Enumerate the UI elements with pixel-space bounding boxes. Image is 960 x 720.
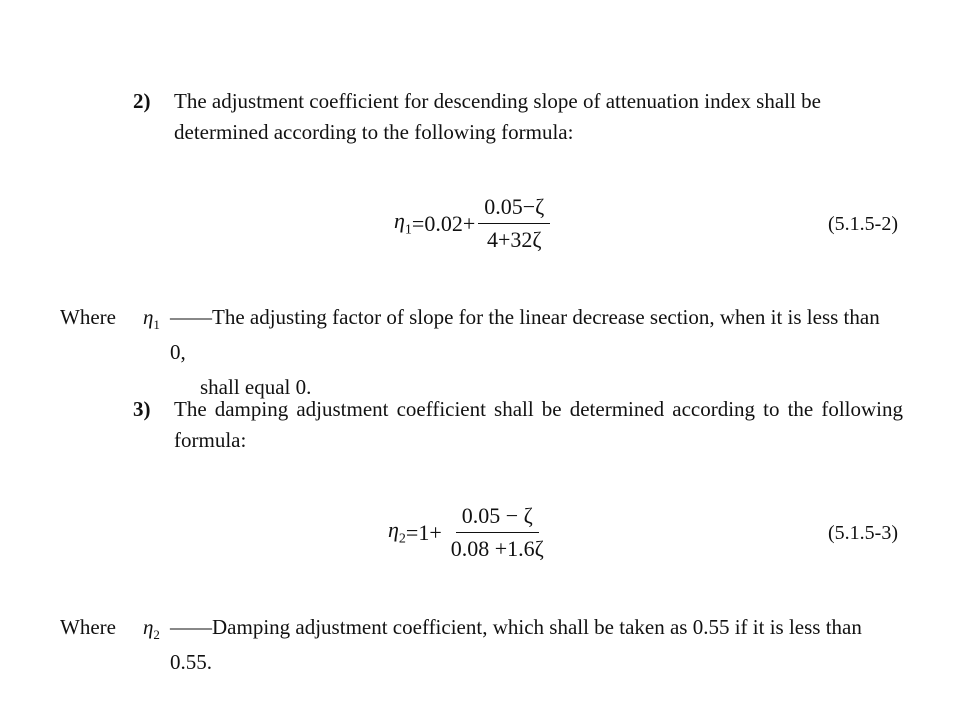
where-clause-1 — [60, 300, 900, 405]
where-1-text: ——The adjusting factor of slope for the linear decrease section, when it is less than 0, — [170, 305, 880, 364]
item-3-paragraph — [133, 394, 903, 456]
item-2-number: 2) — [133, 89, 151, 113]
formula-2-denominator: 0.08 +1.6ζ — [450, 536, 544, 561]
where-1-subscript: 1 — [153, 317, 160, 333]
where-clause-2 — [60, 610, 900, 680]
formula-2-fraction — [445, 503, 550, 562]
formula-2-subscript: 2 — [398, 531, 406, 547]
equation-number-1: (5.1.5-2) — [828, 213, 898, 235]
formula-2-prefix: =1+ — [405, 519, 442, 545]
formula-5-1-5-3 — [388, 503, 550, 562]
formula-1-subscript: 1 — [404, 222, 412, 238]
item-3-number: 3) — [133, 397, 151, 421]
formula-1-symbol: η — [394, 208, 405, 234]
where-1-symbol: η — [143, 305, 154, 329]
formula-1-numerator: 0.05−ζ — [478, 194, 550, 224]
formula-1-denominator: 4+32ζ — [487, 227, 542, 252]
where-2-label: Where — [60, 615, 116, 639]
where-1-symbol-group — [143, 300, 160, 342]
where-2-symbol: η — [143, 615, 154, 639]
formula-5-1-5-2 — [394, 194, 550, 253]
item-3-text: The damping adjustment coefficient shall be determined according to the following formula: — [174, 397, 903, 452]
formula-1-fraction — [478, 194, 550, 253]
formula-2-symbol: η — [388, 517, 399, 543]
where-2-subscript: 2 — [153, 627, 160, 643]
item-2-paragraph — [133, 86, 903, 148]
where-1-label: Where — [60, 305, 116, 329]
formula-2-lhs — [388, 517, 406, 547]
item-2-text: The adjustment coefficient for descending slope of attenuation index shall be determined according to the following formula: — [174, 89, 821, 144]
where-1-continuation: shall equal 0. — [200, 375, 312, 399]
formula-1-prefix: =0.02+ — [411, 210, 476, 236]
equation-number-2: (5.1.5-3) — [828, 522, 898, 544]
where-2-text: ——Damping adjustment coefficient, which shall be taken as 0.55 if it is less than 0.55. — [170, 615, 862, 674]
formula-1-lhs — [394, 208, 412, 238]
formula-2-numerator: 0.05 − ζ — [456, 503, 539, 533]
where-2-symbol-group — [143, 610, 160, 652]
